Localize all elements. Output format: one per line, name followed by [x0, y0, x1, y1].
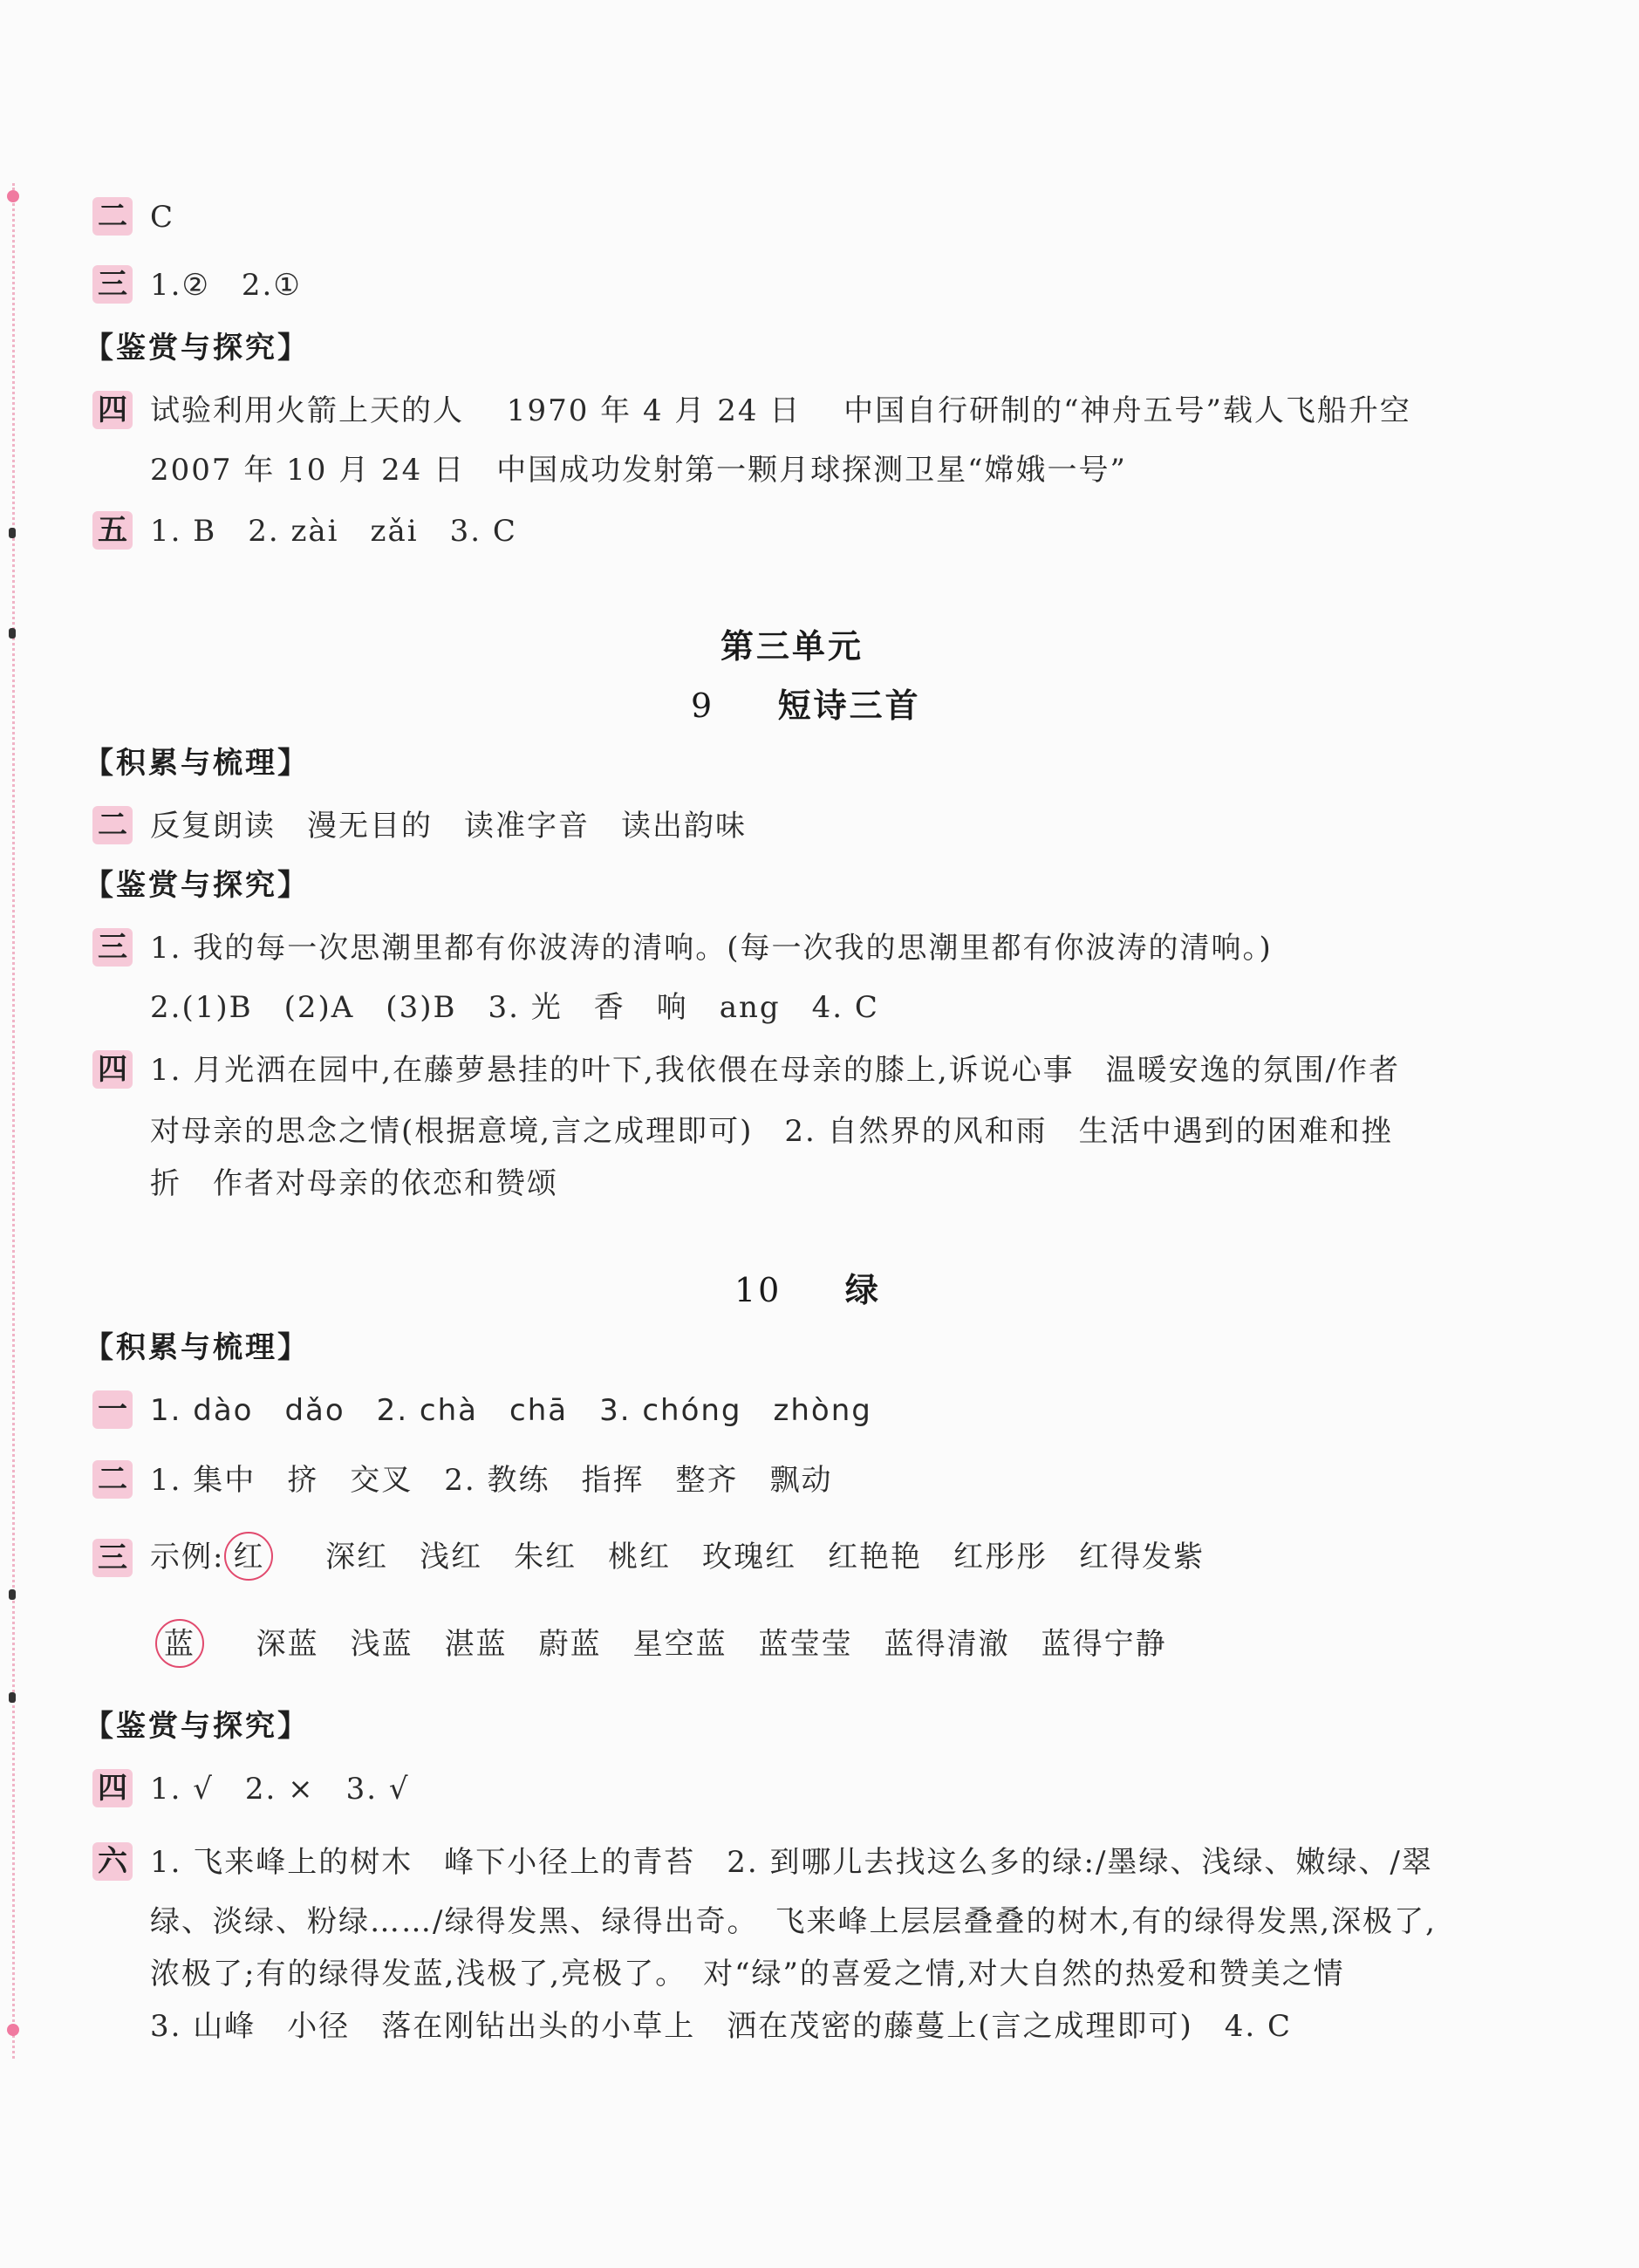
- answer-line: [155, 1616, 1167, 1673]
- answer-line: [150, 1528, 1205, 1586]
- question-tag: 一: [92, 1390, 133, 1429]
- section-heading: 【积累与梳理】: [84, 746, 310, 781]
- answer-line: 试验利用火箭上天的人 1970 年 4 月 24 日 中国自行研制的“神舟五号”载人飞船升空: [150, 393, 1411, 428]
- circled-character: 蓝: [155, 1619, 204, 1668]
- question-tag: 四: [92, 391, 133, 429]
- answer-line: 1. 我的每一次思潮里都有你波涛的清响。(每一次我的思潮里都有你波涛的清响。): [150, 931, 1273, 966]
- lesson-title: [734, 1270, 881, 1310]
- color-words: 深红 浅红 朱红 桃红 玫瑰红 红艳艳 红彤彤 红得发紫: [325, 1540, 1205, 1575]
- question-tag: 二: [92, 1460, 133, 1499]
- unit-title: 第三单元: [720, 627, 864, 666]
- answer-line: 2.(1)B (2)A (3)B 3. 光 香 响 ang 4. C: [150, 990, 879, 1025]
- binding-dot: [7, 2024, 19, 2036]
- answer-line: 2007 年 10 月 24 日 中国成功发射第一颗月球探测卫星“嫦娥一号”: [150, 453, 1127, 488]
- answer-line: 1. √ 2. × 3. √: [150, 1772, 410, 1807]
- binding-mark: [9, 1692, 16, 1703]
- answer-line: 1.② 2.①: [150, 268, 302, 303]
- question-tag: 六: [92, 1842, 133, 1881]
- answer-line: 1. 月光洒在园中,在藤萝悬挂的叶下,我依偎在母亲的膝上,诉说心事 温暖安逸的氛围/作者: [150, 1053, 1401, 1088]
- answer-line: 绿、淡绿、粉绿……/绿得发黑、绿得出奇。 飞来峰上层层叠叠的树木,有的绿得发黑,深极了,: [150, 1904, 1437, 1939]
- lesson-name: 短诗三首: [777, 687, 921, 725]
- question-tag: 三: [92, 928, 133, 967]
- question-tag: 三: [92, 1539, 133, 1577]
- binding-mark: [9, 528, 16, 538]
- section-heading: 【鉴赏与探究】: [84, 868, 310, 903]
- answer-line: 1. 飞来峰上的树木 峰下小径上的青苔 2. 到哪儿去找这么多的绿:/墨绿、浅绿、嫩绿、/翠: [150, 1845, 1433, 1880]
- lesson-number: 9: [691, 687, 715, 725]
- answer-line: 对母亲的思念之情(根据意境,言之成理即可) 2. 自然界的风和雨 生活中遇到的困难和挫: [150, 1114, 1393, 1149]
- question-tag: 二: [92, 806, 133, 844]
- binding-mark: [9, 628, 16, 639]
- question-tag: 四: [92, 1769, 133, 1807]
- binding-dot: [7, 190, 19, 202]
- section-heading: 【积累与梳理】: [84, 1330, 310, 1365]
- answer-line: 1. B 2. zài zǎi 3. C: [150, 514, 517, 549]
- answer-line: C: [150, 200, 175, 235]
- section-heading: 【鉴赏与探究】: [84, 1709, 310, 1744]
- binding-dotted-line: [12, 183, 15, 2059]
- question-tag: 二: [92, 197, 133, 236]
- binding-mark: [9, 1589, 16, 1600]
- question-tag: 四: [92, 1050, 133, 1089]
- lesson-title: [691, 686, 921, 726]
- lesson-name: 绿: [844, 1271, 881, 1309]
- section-heading: 【鉴赏与探究】: [84, 331, 310, 365]
- answer-line: 3. 山峰 小径 落在刚钻出头的小草上 洒在茂密的藤蔓上(言之成理即可) 4. C: [150, 2009, 1293, 2044]
- answer-line: 折 作者对母亲的依恋和赞颂: [150, 1166, 558, 1201]
- example-prefix: 示例:: [150, 1540, 225, 1575]
- color-words: 深蓝 浅蓝 湛蓝 蔚蓝 星空蓝 蓝莹莹 蓝得清澈 蓝得宁静: [256, 1627, 1167, 1662]
- answer-line: 1. 集中 挤 交叉 2. 教练 指挥 整齐 飘动: [150, 1463, 833, 1498]
- answer-line: 1. dào dǎo 2. chà chā 3. chóng zhòng: [150, 1393, 872, 1428]
- circled-character: 红: [224, 1532, 273, 1581]
- answer-line: 反复朗读 漫无目的 读准字音 读出韵味: [150, 809, 747, 844]
- question-tag: 五: [92, 511, 133, 550]
- answer-line: 浓极了;有的绿得发蓝,浅极了,亮极了。 对“绿”的喜爱之情,对大自然的热爱和赞美之情: [150, 1957, 1345, 1991]
- lesson-number: 10: [734, 1271, 782, 1309]
- question-tag: 三: [92, 265, 133, 304]
